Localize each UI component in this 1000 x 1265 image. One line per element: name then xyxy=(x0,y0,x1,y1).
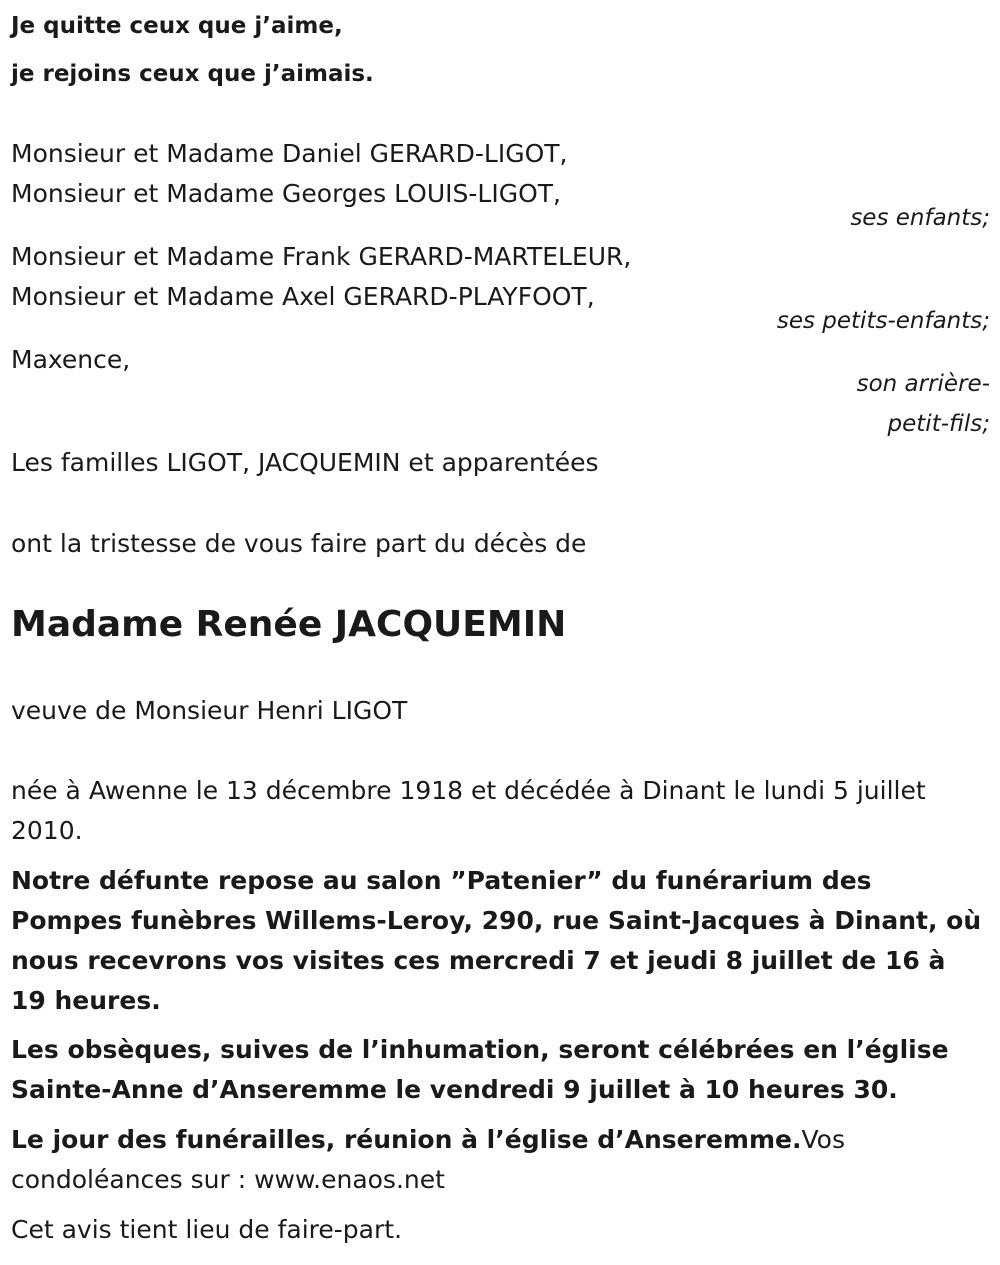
role-great-grandchild-line-1: son arrière- xyxy=(856,371,990,397)
role-children: ses enfants; xyxy=(850,205,990,231)
visitation-paragraph: Notre défunte repose au salon ”Patenier” du funérarium des Pompes funèbres Willems-Leroy, 290, rue Saint-Jacques à Dinant, où nous recevrons vos visites ces mercredi 7 et jeudi 8 juillet de 16 à 19 heures. xyxy=(11,866,982,1015)
poem-line-1: Je quitte ceux que j’aime, xyxy=(11,13,343,39)
announcement-line: ont la tristesse de vous faire part du décès de xyxy=(11,529,587,558)
deceased-name: Madame Renée JACQUEMIN xyxy=(11,604,567,645)
widow-of-line: veuve de Monsieur Henri LIGOT xyxy=(11,696,408,725)
birth-death-line-1: née à Awenne le 13 décembre 1918 et décédée à Dinant le lundi 5 juillet xyxy=(11,776,926,805)
poem-line-2: je rejoins ceux que j’aimais. xyxy=(11,61,374,87)
meeting-info: Le jour des funérailles, réunion à l’église d’Anseremme. xyxy=(11,1125,802,1154)
condolences-info: Vos condoléances sur : www.enaos.net xyxy=(11,1125,845,1194)
families-line: Les familles LIGOT, JACQUEMIN et apparentées xyxy=(11,448,599,477)
grandchild-couple-1: Monsieur et Madame Frank GERARD-MARTELEUR, xyxy=(11,242,632,271)
grandchild-couple-2: Monsieur et Madame Axel GERARD-PLAYFOOT, xyxy=(11,282,595,311)
closing-line: Cet avis tient lieu de faire-part. xyxy=(11,1215,403,1244)
child-couple-2: Monsieur et Madame Georges LOUIS-LIGOT, xyxy=(11,179,561,208)
funeral-paragraph: Les obsèques, suives de l’inhumation, seront célébrées en l’église Sainte-Anne d’Anseremme le vendredi 9 juillet à 10 heures 30. xyxy=(11,1035,949,1104)
child-couple-1: Monsieur et Madame Daniel GERARD-LIGOT, xyxy=(11,139,568,168)
meeting-paragraph xyxy=(11,1120,986,1200)
birth-death-line-2: 2010. xyxy=(11,816,83,845)
role-great-grandchild-line-2: petit-fils; xyxy=(887,411,990,437)
role-grandchildren: ses petits-enfants; xyxy=(776,308,990,334)
great-grandchild-name: Maxence, xyxy=(11,345,131,374)
